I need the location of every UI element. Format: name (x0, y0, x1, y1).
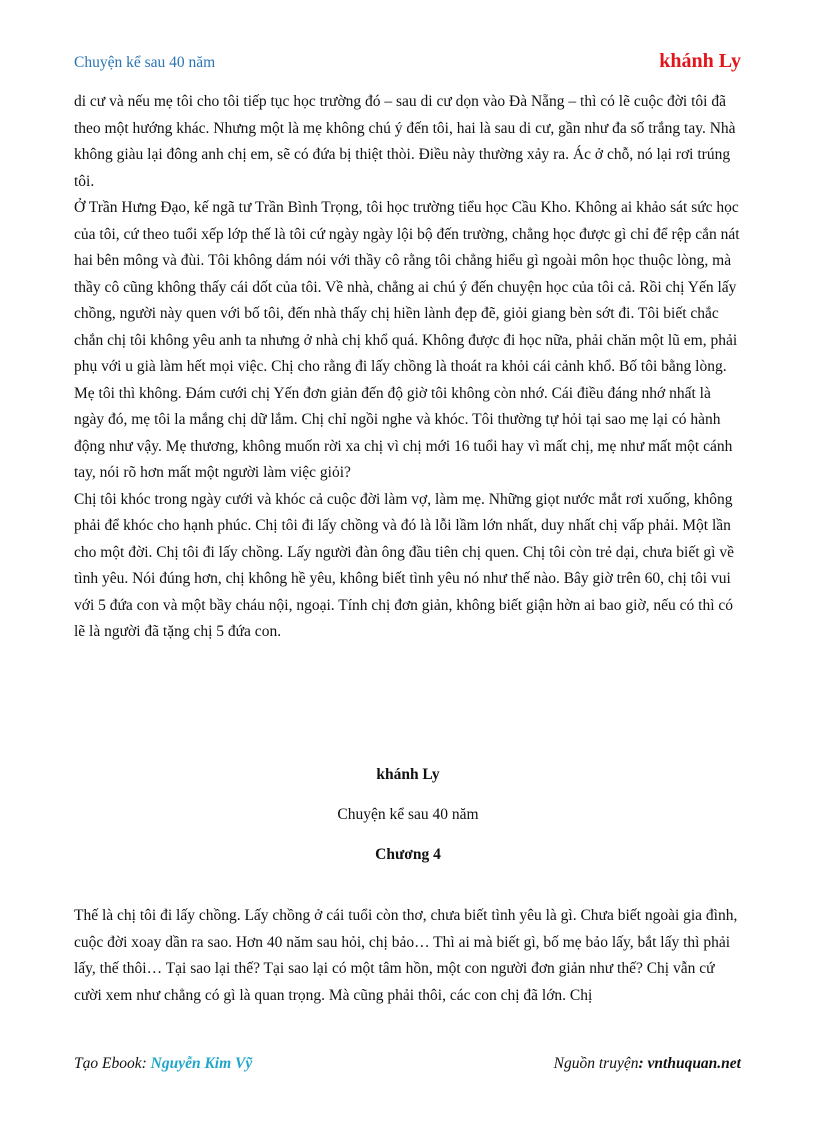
header-book-title: Chuyện kể sau 40 năm (74, 54, 216, 71)
chapter-book-title: Chuyện kể sau 40 năm (337, 806, 479, 823)
chapter-author: khánh Ly (376, 766, 440, 783)
header-author: khánh Ly (659, 50, 741, 72)
chapter-number: Chương 4 (375, 846, 441, 863)
chapter-paragraph: Thế là chị tôi đi lấy chồng. Lấy chồng ở cái tuổi còn thơ, chưa biết tình yêu là gì. Chưa biết ngoài gia đình, cuộc đời xoay dần ra sao. Hơn 40 năm sau hỏi, chị bảo… Thì ai mà biết gì, bố mẹ bảo lấy, bắt lấy thì phải lấy, thế thôi… Tại sao lại thế? Tại sao lại có một tâm hồn, một con người đơn giản như thế? Chị vẫn cứ cười xem như chẳng có gì là quan trọng. Mà cũng phải thôi, các con chị đã lớn. Chị (74, 907, 738, 1004)
footer-source-label: Nguồn truyện (553, 1055, 639, 1072)
body-paragraph: Ở Trần Hưng Đạo, kế ngã tư Trần Bình Trọng, tôi học trường tiểu học Cầu Kho. Không ai khảo sát sức học của tôi, cứ theo tuổi xếp lớp thế là tôi cứ ngày ngày lội bộ đến trường, chẳng học được gì chỉ để rệp cắn nát hai bên mông và đùi. Tôi không dám nói với thầy cô rằng tôi chẳng hiểu gì ngoài môn học thuộc lòng, mà thầy cô cũng không thấy cái dốt của tôi. Về nhà, chẳng ai chú ý đến chuyện học của tôi cả. Rồi chị Yến lấy chồng, người này quen với bố tôi, đến nhà thấy chị hiền lành đẹp đẽ, giỏi giang bèn sớt đi. Tôi biết chắc chắn chị tôi không yêu anh ta nhưng ở nhà chị khổ quá. Không được đi học nữa, phải chăn một lũ em, phải phụ với u già làm hết mọi việc. Chị cho rằng đi lấy chồng là thoát ra khỏi cái cảnh khổ. Bố tôi bằng lòng. Mẹ tôi thì không. Đám cưới chị Yến đơn giản đến độ giờ tôi không còn nhớ. Cái điều đáng nhớ nhất là ngày đó, mẹ tôi la mắng chị dữ lắm. Chị chỉ ngồi nghe và khóc. Tôi thường tự hỏi tại sao mẹ lại có hành động như vậy. Mẹ thương, không muốn rời xa chị vì chị mới 16 tuổi hay vì mất chị, mẹ như mất một cánh tay, nói rõ hơn mất một người làm việc giỏi? (74, 199, 740, 481)
footer-source (554, 1055, 741, 1073)
chapter-heading (74, 765, 742, 865)
page-header (74, 50, 741, 76)
footer-credit-sep: : (141, 1055, 151, 1072)
footer-credit (74, 1055, 252, 1073)
footer-credit-label: Tạo Ebook (74, 1055, 142, 1072)
footer-source-site: vnthuquan.net (647, 1055, 741, 1072)
page-footer (74, 1055, 741, 1077)
chapter-body (74, 903, 742, 1009)
body-paragraph: Chị tôi khóc trong ngày cưới và khóc cả cuộc đời làm vợ, làm mẹ. Những giọt nước mắt rơi xuống, không phải để khóc cho hạnh phúc. Chị tôi đi lấy chồng và đó là lỗi lầm lớn nhất, duy nhất chị vấp phải. Một lần cho một đời. Chị tôi đi lấy chồng. Lấy người đàn ông đầu tiên chị quen. Chị tôi còn trẻ dại, chưa biết gì về tình yêu. Nói đúng hơn, chị không hề yêu, không biết tình yêu nó như thế nào. Bây giờ trên 60, chị tôi vui với 5 đứa con và một bầy cháu nội, ngoại. Tính chị đơn giản, không biết giận hờn ai bao giờ, nếu có thì có lẽ là người đã tặng chị 5 đứa con. (74, 490, 734, 640)
footer-credit-name: Nguyễn Kim Vỹ (150, 1055, 253, 1072)
body-text (74, 89, 742, 646)
body-paragraph: di cư và nếu mẹ tôi cho tôi tiếp tục học trường đó – sau di cư dọn vào Đà Nẵng – thì có lẽ cuộc đời tôi đã theo một hướng khác. Nhưng một là mẹ không chú ý đến tôi, hai là sau di cư, gần như đa số trắng tay. Nhà không giàu lại đông anh chị em, sẽ có đứa bị thiệt thòi. Điều này thường xảy ra. Ác ở chỗ, nó lại rơi trúng tôi. (74, 93, 736, 190)
footer-source-sep: : (638, 1055, 648, 1072)
